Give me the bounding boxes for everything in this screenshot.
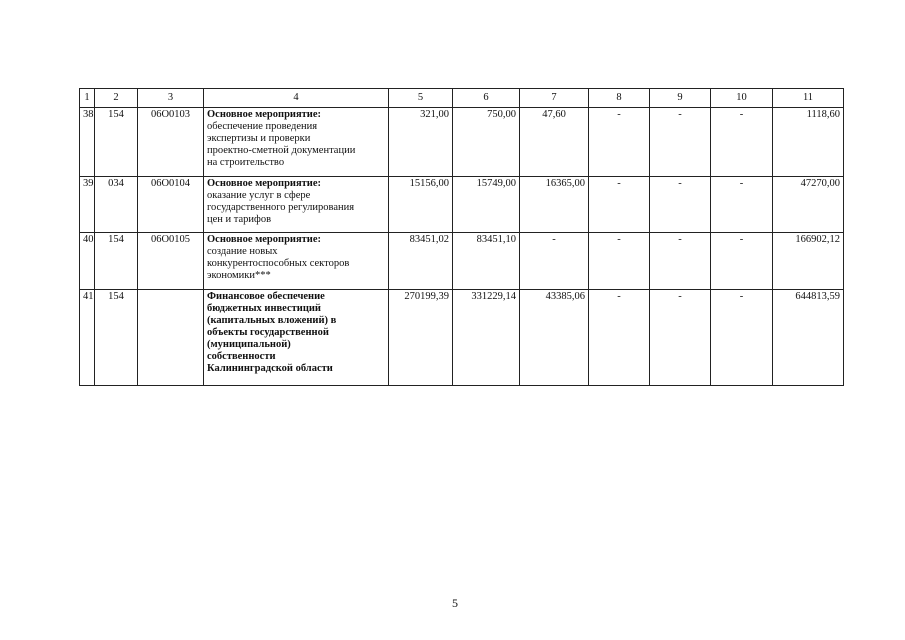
- table-row: [80, 290, 844, 386]
- column-header: 7: [520, 89, 589, 108]
- description-line: обеспечение проведения: [207, 121, 318, 132]
- column-header: 6: [453, 89, 520, 108]
- description-heading-line: (капитальных вложений) в: [207, 315, 337, 326]
- row-number: 38: [80, 108, 95, 177]
- description-heading-line: собственности: [207, 351, 276, 362]
- cell-program-code: 06О0105: [138, 233, 204, 290]
- table-row: [80, 177, 844, 233]
- cell-program-code: 06О0104: [138, 177, 204, 233]
- cell-total: 47270,00: [773, 177, 844, 233]
- description-line: государственного регулирования: [207, 202, 355, 213]
- column-header: 2: [95, 89, 138, 108]
- cell-value: 750,00: [453, 108, 520, 177]
- table-row: [80, 108, 844, 177]
- cell-value: -: [589, 290, 650, 386]
- cell-description: [204, 108, 389, 177]
- description-heading: Основное мероприятие:: [207, 234, 322, 245]
- cell-code: 154: [95, 290, 138, 386]
- cell-value: -: [711, 290, 773, 386]
- budget-table: [79, 88, 844, 386]
- table-row: [80, 233, 844, 290]
- cell-value: -: [650, 108, 711, 177]
- cell-total: 1118,60: [773, 108, 844, 177]
- column-header: 9: [650, 89, 711, 108]
- cell-value: -: [711, 233, 773, 290]
- cell-value: 83451,10: [453, 233, 520, 290]
- description-line: на строительство: [207, 157, 285, 168]
- column-header: 3: [138, 89, 204, 108]
- description-heading-line: бюджетных инвестиций: [207, 303, 321, 314]
- cell-code: 154: [95, 108, 138, 177]
- cell-total: 644813,59: [773, 290, 844, 386]
- column-header: 11: [773, 89, 844, 108]
- cell-value: 331229,14: [453, 290, 520, 386]
- cell-description: [204, 177, 389, 233]
- cell-code: 034: [95, 177, 138, 233]
- cell-program-code: 06О0103: [138, 108, 204, 177]
- cell-value: 43385,06: [520, 290, 589, 386]
- cell-value: -: [711, 108, 773, 177]
- column-header: 1: [80, 89, 95, 108]
- cell-value: -: [650, 177, 711, 233]
- column-header: 10: [711, 89, 773, 108]
- row-number: 39: [80, 177, 95, 233]
- cell-value: -: [589, 177, 650, 233]
- description-heading: Основное мероприятие:: [207, 109, 322, 120]
- description-heading-line: объекты государственной: [207, 327, 329, 338]
- description-heading-line: Финансовое обеспечение: [207, 291, 325, 302]
- description-line: проектно-сметной документации: [207, 145, 356, 156]
- description-heading-line: Калининградской области: [207, 363, 333, 374]
- cell-value: 321,00: [389, 108, 453, 177]
- column-header: 4: [204, 89, 389, 108]
- cell-value: -: [589, 233, 650, 290]
- description-heading: Основное мероприятие:: [207, 178, 322, 189]
- cell-program-code: [138, 290, 204, 386]
- cell-value: 15156,00: [389, 177, 453, 233]
- page-number: 5: [452, 596, 458, 610]
- cell-description: [204, 290, 389, 386]
- cell-value: 15749,00: [453, 177, 520, 233]
- cell-value: -: [589, 108, 650, 177]
- cell-value: -: [650, 290, 711, 386]
- row-number: 41: [80, 290, 95, 386]
- description-line: экспертизы и проверки: [207, 133, 311, 144]
- cell-value: 47,60: [520, 108, 589, 177]
- description-line: конкурентоспособных секторов: [207, 258, 350, 269]
- row-number: 40: [80, 233, 95, 290]
- column-header: 8: [589, 89, 650, 108]
- description-line: цен и тарифов: [207, 214, 272, 225]
- cell-value: -: [650, 233, 711, 290]
- cell-value: 83451,02: [389, 233, 453, 290]
- cell-value: -: [711, 177, 773, 233]
- cell-description: [204, 233, 389, 290]
- cell-total: 166902,12: [773, 233, 844, 290]
- table-header-row: [80, 89, 844, 108]
- description-line: оказание услуг в сфере: [207, 190, 311, 201]
- column-header: 5: [389, 89, 453, 108]
- cell-value: 16365,00: [520, 177, 589, 233]
- description-line: создание новых: [207, 246, 278, 257]
- description-heading-line: (муниципальной): [207, 339, 291, 350]
- cell-value: 270199,39: [389, 290, 453, 386]
- description-line: экономики***: [207, 270, 271, 281]
- cell-value: -: [520, 233, 589, 290]
- cell-code: 154: [95, 233, 138, 290]
